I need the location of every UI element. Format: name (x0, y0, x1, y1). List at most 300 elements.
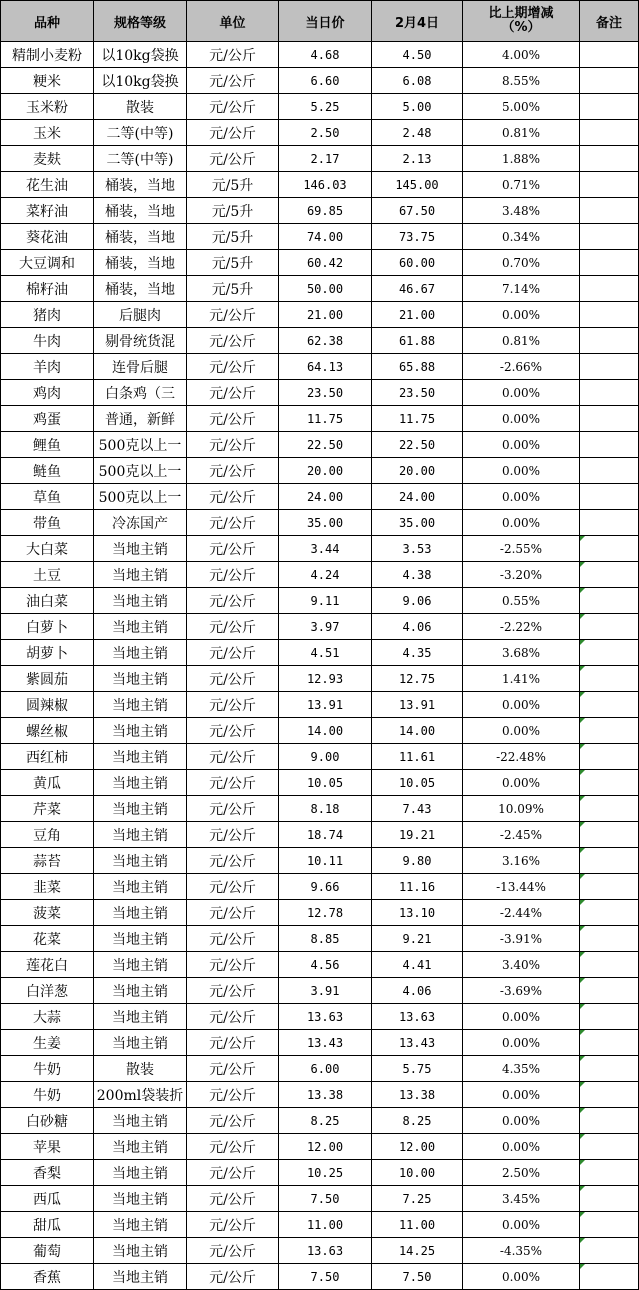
cell-spec: 剔骨统货混 (94, 328, 187, 354)
cell-change: 3.68% (463, 640, 580, 666)
cell-today-price: 11.75 (279, 406, 372, 432)
cell-note (580, 510, 639, 536)
header-note: 备注 (580, 1, 639, 42)
cell-marker-icon (580, 1082, 585, 1087)
cell-prev-price: 4.06 (372, 614, 463, 640)
cell-spec: 当地主销 (94, 1186, 187, 1212)
cell-marker-icon (580, 718, 585, 723)
cell-spec: 当地主销 (94, 1030, 187, 1056)
table-row (1, 718, 639, 744)
cell-today-price: 7.50 (279, 1264, 372, 1290)
cell-unit: 元/公斤 (187, 406, 279, 432)
table-row (1, 354, 639, 380)
table-row (1, 770, 639, 796)
cell-prev-price: 13.10 (372, 900, 463, 926)
cell-note (580, 458, 639, 484)
cell-prev-price: 13.43 (372, 1030, 463, 1056)
cell-prev-price: 4.41 (372, 952, 463, 978)
cell-unit: 元/5升 (187, 250, 279, 276)
table-row (1, 1212, 639, 1238)
cell-unit: 元/公斤 (187, 848, 279, 874)
cell-today-price: 23.50 (279, 380, 372, 406)
cell-prev-price: 11.00 (372, 1212, 463, 1238)
header-name: 品种 (1, 1, 94, 42)
cell-unit: 元/公斤 (187, 874, 279, 900)
cell-change: 0.00% (463, 1030, 580, 1056)
cell-name: 菜籽油 (1, 198, 94, 224)
cell-today-price: 3.97 (279, 614, 372, 640)
cell-note (580, 328, 639, 354)
cell-today-price: 10.11 (279, 848, 372, 874)
table-row (1, 744, 639, 770)
cell-spec: 当地主销 (94, 952, 187, 978)
cell-change: 0.81% (463, 120, 580, 146)
cell-today-price: 69.85 (279, 198, 372, 224)
cell-name: 猪肉 (1, 302, 94, 328)
cell-marker-icon (580, 900, 585, 905)
cell-change: 0.00% (463, 1004, 580, 1030)
cell-name: 黄瓜 (1, 770, 94, 796)
cell-name: 葡萄 (1, 1238, 94, 1264)
cell-unit: 元/公斤 (187, 952, 279, 978)
cell-change: -3.20% (463, 562, 580, 588)
cell-unit: 元/公斤 (187, 900, 279, 926)
cell-prev-price: 9.21 (372, 926, 463, 952)
cell-unit: 元/公斤 (187, 1004, 279, 1030)
cell-spec: 当地主销 (94, 588, 187, 614)
cell-note (580, 1108, 639, 1134)
cell-prev-price: 2.48 (372, 120, 463, 146)
cell-today-price: 12.93 (279, 666, 372, 692)
cell-today-price: 5.25 (279, 94, 372, 120)
cell-today-price: 4.68 (279, 42, 372, 68)
cell-today-price: 14.00 (279, 718, 372, 744)
table-row (1, 510, 639, 536)
table-row (1, 380, 639, 406)
cell-name: 蒜苔 (1, 848, 94, 874)
cell-name: 西红柿 (1, 744, 94, 770)
table-row (1, 120, 639, 146)
cell-note (580, 250, 639, 276)
cell-name: 紫圆茄 (1, 666, 94, 692)
cell-unit: 元/公斤 (187, 1030, 279, 1056)
cell-unit: 元/公斤 (187, 822, 279, 848)
cell-spec: 当地主销 (94, 666, 187, 692)
cell-name: 土豆 (1, 562, 94, 588)
table-row (1, 614, 639, 640)
cell-unit: 元/公斤 (187, 94, 279, 120)
cell-marker-icon (580, 536, 585, 541)
cell-spec: 当地主销 (94, 744, 187, 770)
cell-unit: 元/公斤 (187, 536, 279, 562)
cell-today-price: 8.18 (279, 796, 372, 822)
table-row (1, 640, 639, 666)
cell-unit: 元/公斤 (187, 614, 279, 640)
cell-note (580, 1056, 639, 1082)
cell-change: 5.00% (463, 94, 580, 120)
cell-change: 0.34% (463, 224, 580, 250)
table-row (1, 536, 639, 562)
table-row (1, 458, 639, 484)
cell-name: 生姜 (1, 1030, 94, 1056)
cell-unit: 元/公斤 (187, 432, 279, 458)
table-row (1, 172, 639, 198)
cell-note (580, 276, 639, 302)
cell-unit: 元/公斤 (187, 796, 279, 822)
cell-unit: 元/公斤 (187, 1082, 279, 1108)
header-prev-price: 2月4日 (372, 1, 463, 42)
cell-change: 0.00% (463, 380, 580, 406)
table-row (1, 432, 639, 458)
cell-note (580, 744, 639, 770)
cell-note (580, 432, 639, 458)
cell-today-price: 12.78 (279, 900, 372, 926)
cell-spec: 当地主销 (94, 1264, 187, 1290)
cell-change: 4.35% (463, 1056, 580, 1082)
cell-change: 0.81% (463, 328, 580, 354)
cell-note (580, 926, 639, 952)
cell-prev-price: 10.00 (372, 1160, 463, 1186)
cell-spec: 当地主销 (94, 926, 187, 952)
cell-today-price: 3.44 (279, 536, 372, 562)
table-row (1, 302, 639, 328)
cell-unit: 元/公斤 (187, 1186, 279, 1212)
cell-change: 0.00% (463, 1264, 580, 1290)
cell-note (580, 1186, 639, 1212)
cell-note (580, 770, 639, 796)
cell-name: 玉米 (1, 120, 94, 146)
cell-today-price: 8.85 (279, 926, 372, 952)
cell-name: 羊肉 (1, 354, 94, 380)
cell-unit: 元/公斤 (187, 380, 279, 406)
cell-spec: 后腿肉 (94, 302, 187, 328)
cell-today-price: 6.00 (279, 1056, 372, 1082)
cell-today-price: 35.00 (279, 510, 372, 536)
cell-unit: 元/公斤 (187, 588, 279, 614)
table-row (1, 692, 639, 718)
cell-note (580, 1264, 639, 1290)
cell-name: 香梨 (1, 1160, 94, 1186)
cell-change: 0.70% (463, 250, 580, 276)
cell-note (580, 614, 639, 640)
cell-name: 大蒜 (1, 1004, 94, 1030)
cell-unit: 元/公斤 (187, 718, 279, 744)
cell-today-price: 4.56 (279, 952, 372, 978)
cell-prev-price: 7.43 (372, 796, 463, 822)
cell-note (580, 406, 639, 432)
cell-unit: 元/5升 (187, 172, 279, 198)
cell-today-price: 9.66 (279, 874, 372, 900)
cell-name: 鲢鱼 (1, 458, 94, 484)
cell-note (580, 146, 639, 172)
cell-note (580, 1082, 639, 1108)
cell-prev-price: 7.25 (372, 1186, 463, 1212)
cell-marker-icon (580, 692, 585, 697)
cell-note (580, 588, 639, 614)
cell-name: 白洋葱 (1, 978, 94, 1004)
cell-today-price: 4.24 (279, 562, 372, 588)
cell-spec: 当地主销 (94, 718, 187, 744)
cell-prev-price: 20.00 (372, 458, 463, 484)
cell-prev-price: 24.00 (372, 484, 463, 510)
cell-marker-icon (580, 1004, 585, 1009)
cell-today-price: 146.03 (279, 172, 372, 198)
cell-note (580, 68, 639, 94)
cell-note (580, 120, 639, 146)
cell-spec: 普通，新鲜 (94, 406, 187, 432)
cell-today-price: 2.17 (279, 146, 372, 172)
cell-spec: 桶装，当地 (94, 198, 187, 224)
cell-spec: 以10kg袋换 (94, 68, 187, 94)
cell-name: 牛肉 (1, 328, 94, 354)
cell-marker-icon (580, 1212, 585, 1217)
cell-spec: 以10kg袋换 (94, 42, 187, 68)
table-row (1, 848, 639, 874)
cell-note (580, 1004, 639, 1030)
cell-marker-icon (580, 874, 585, 879)
cell-prev-price: 22.50 (372, 432, 463, 458)
cell-change: 2.50% (463, 1160, 580, 1186)
cell-prev-price: 23.50 (372, 380, 463, 406)
cell-name: 花菜 (1, 926, 94, 952)
cell-today-price: 64.13 (279, 354, 372, 380)
cell-name: 玉米粉 (1, 94, 94, 120)
cell-name: 牛奶 (1, 1082, 94, 1108)
cell-note (580, 796, 639, 822)
cell-spec: 当地主销 (94, 848, 187, 874)
cell-name: 西瓜 (1, 1186, 94, 1212)
cell-prev-price: 67.50 (372, 198, 463, 224)
cell-change: -2.55% (463, 536, 580, 562)
cell-prev-price: 9.06 (372, 588, 463, 614)
cell-change: 0.55% (463, 588, 580, 614)
cell-change: 0.00% (463, 510, 580, 536)
cell-marker-icon (580, 796, 585, 801)
cell-spec: 500克以上一 (94, 484, 187, 510)
header-unit: 单位 (187, 1, 279, 42)
cell-spec: 当地主销 (94, 874, 187, 900)
cell-unit: 元/公斤 (187, 744, 279, 770)
cell-note (580, 380, 639, 406)
cell-name: 韭菜 (1, 874, 94, 900)
cell-prev-price: 46.67 (372, 276, 463, 302)
cell-change: 3.48% (463, 198, 580, 224)
cell-spec: 当地主销 (94, 978, 187, 1004)
cell-change: 0.00% (463, 718, 580, 744)
cell-name: 牛奶 (1, 1056, 94, 1082)
cell-spec: 二等(中等) (94, 146, 187, 172)
cell-note (580, 874, 639, 900)
table-row (1, 666, 639, 692)
cell-note (580, 848, 639, 874)
cell-change: 0.00% (463, 1082, 580, 1108)
cell-prev-price: 19.21 (372, 822, 463, 848)
cell-change: 10.09% (463, 796, 580, 822)
cell-spec: 500克以上一 (94, 458, 187, 484)
cell-prev-price: 21.00 (372, 302, 463, 328)
cell-marker-icon (580, 770, 585, 775)
table-row (1, 822, 639, 848)
cell-unit: 元/公斤 (187, 1056, 279, 1082)
cell-spec: 当地主销 (94, 1108, 187, 1134)
cell-change: 1.88% (463, 146, 580, 172)
cell-prev-price: 8.25 (372, 1108, 463, 1134)
cell-note (580, 1238, 639, 1264)
cell-today-price: 3.91 (279, 978, 372, 1004)
header-change (463, 1, 580, 42)
cell-unit: 元/公斤 (187, 978, 279, 1004)
cell-unit: 元/公斤 (187, 640, 279, 666)
table-row (1, 1238, 639, 1264)
cell-change: -4.35% (463, 1238, 580, 1264)
cell-prev-price: 13.38 (372, 1082, 463, 1108)
cell-today-price: 13.91 (279, 692, 372, 718)
table-row (1, 198, 639, 224)
cell-today-price: 4.51 (279, 640, 372, 666)
cell-spec: 当地主销 (94, 640, 187, 666)
cell-spec: 当地主销 (94, 796, 187, 822)
cell-name: 胡萝卜 (1, 640, 94, 666)
table-row (1, 1082, 639, 1108)
cell-unit: 元/公斤 (187, 120, 279, 146)
cell-change: -3.69% (463, 978, 580, 1004)
header-change-unit: （%） (501, 20, 541, 35)
cell-change: 7.14% (463, 276, 580, 302)
cell-spec: 当地主销 (94, 614, 187, 640)
cell-note (580, 94, 639, 120)
cell-prev-price: 13.91 (372, 692, 463, 718)
cell-today-price: 13.38 (279, 1082, 372, 1108)
cell-today-price: 10.25 (279, 1160, 372, 1186)
cell-prev-price: 11.61 (372, 744, 463, 770)
cell-prev-price: 11.16 (372, 874, 463, 900)
cell-change: 0.00% (463, 458, 580, 484)
cell-unit: 元/5升 (187, 276, 279, 302)
table-row (1, 900, 639, 926)
table-row (1, 978, 639, 1004)
cell-today-price: 13.63 (279, 1238, 372, 1264)
cell-marker-icon (580, 848, 585, 853)
cell-change: -2.45% (463, 822, 580, 848)
table-row (1, 952, 639, 978)
cell-unit: 元/公斤 (187, 146, 279, 172)
table-row (1, 406, 639, 432)
cell-marker-icon (580, 1030, 585, 1035)
cell-marker-icon (580, 666, 585, 671)
table-row (1, 1186, 639, 1212)
cell-today-price: 2.50 (279, 120, 372, 146)
cell-note (580, 302, 639, 328)
cell-prev-price: 4.50 (372, 42, 463, 68)
cell-unit: 元/公斤 (187, 1108, 279, 1134)
cell-unit: 元/公斤 (187, 666, 279, 692)
cell-unit: 元/公斤 (187, 770, 279, 796)
cell-marker-icon (580, 1186, 585, 1191)
cell-name: 菠菜 (1, 900, 94, 926)
cell-today-price: 13.43 (279, 1030, 372, 1056)
table-body (1, 42, 639, 1290)
table-row (1, 484, 639, 510)
cell-prev-price: 3.53 (372, 536, 463, 562)
table-row (1, 328, 639, 354)
cell-today-price: 8.25 (279, 1108, 372, 1134)
cell-marker-icon (580, 614, 585, 619)
table-row (1, 1160, 639, 1186)
cell-unit: 元/公斤 (187, 926, 279, 952)
cell-spec: 当地主销 (94, 1160, 187, 1186)
cell-name: 大白菜 (1, 536, 94, 562)
cell-unit: 元/5升 (187, 224, 279, 250)
table-header (1, 1, 639, 42)
cell-change: 0.00% (463, 406, 580, 432)
table-row (1, 1134, 639, 1160)
cell-change: 1.41% (463, 666, 580, 692)
cell-name: 鸡肉 (1, 380, 94, 406)
cell-prev-price: 10.05 (372, 770, 463, 796)
cell-unit: 元/公斤 (187, 484, 279, 510)
cell-name: 麦麸 (1, 146, 94, 172)
table-row (1, 276, 639, 302)
cell-marker-icon (580, 1160, 585, 1165)
cell-prev-price: 14.00 (372, 718, 463, 744)
cell-unit: 元/公斤 (187, 1160, 279, 1186)
cell-change: 0.00% (463, 692, 580, 718)
cell-unit: 元/公斤 (187, 458, 279, 484)
table-row (1, 1030, 639, 1056)
cell-today-price: 6.60 (279, 68, 372, 94)
cell-change: -2.66% (463, 354, 580, 380)
cell-name: 白砂糖 (1, 1108, 94, 1134)
cell-change: -2.22% (463, 614, 580, 640)
cell-name: 香蕉 (1, 1264, 94, 1290)
cell-spec: 当地主销 (94, 1238, 187, 1264)
cell-unit: 元/公斤 (187, 1238, 279, 1264)
cell-name: 芹菜 (1, 796, 94, 822)
cell-marker-icon (580, 978, 585, 983)
header-change-label: 比上期增减 (488, 6, 554, 21)
cell-change: 0.00% (463, 302, 580, 328)
cell-unit: 元/公斤 (187, 1212, 279, 1238)
cell-spec: 桶装，当地 (94, 276, 187, 302)
cell-prev-price: 60.00 (372, 250, 463, 276)
cell-name: 莲花白 (1, 952, 94, 978)
table-row (1, 796, 639, 822)
cell-note (580, 42, 639, 68)
cell-prev-price: 7.50 (372, 1264, 463, 1290)
cell-spec: 冷冻国产 (94, 510, 187, 536)
table-row (1, 94, 639, 120)
cell-name: 粳米 (1, 68, 94, 94)
cell-prev-price: 11.75 (372, 406, 463, 432)
cell-marker-icon (580, 588, 585, 593)
table-row (1, 250, 639, 276)
cell-spec: 当地主销 (94, 692, 187, 718)
cell-change: 3.16% (463, 848, 580, 874)
cell-unit: 元/公斤 (187, 1134, 279, 1160)
cell-note (580, 666, 639, 692)
cell-today-price: 11.00 (279, 1212, 372, 1238)
cell-name: 草鱼 (1, 484, 94, 510)
cell-spec: 桶装，当地 (94, 224, 187, 250)
table-row (1, 146, 639, 172)
cell-today-price: 21.00 (279, 302, 372, 328)
cell-today-price: 20.00 (279, 458, 372, 484)
cell-name: 葵花油 (1, 224, 94, 250)
cell-note (580, 536, 639, 562)
cell-unit: 元/5升 (187, 198, 279, 224)
cell-today-price: 50.00 (279, 276, 372, 302)
cell-marker-icon (580, 1264, 585, 1269)
